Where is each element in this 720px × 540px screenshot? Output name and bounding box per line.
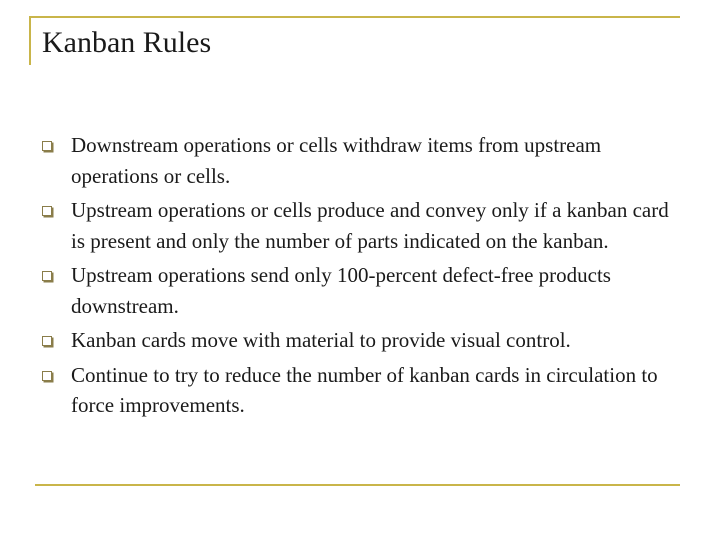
bullet-text: Kanban cards move with material to provide visual control. (71, 328, 571, 352)
list-item (42, 130, 682, 191)
square-bullet-icon (42, 336, 52, 346)
bottom-rule-line (35, 484, 680, 486)
square-bullet-icon (42, 271, 52, 281)
slide-title: Kanban Rules (42, 26, 212, 59)
square-bullet-icon (42, 206, 52, 216)
left-rule-line (29, 16, 31, 65)
bullet-text: Upstream operations send only 100-percent defect-free products downstream. (71, 263, 611, 318)
list-item (42, 195, 682, 256)
list-item (42, 260, 682, 321)
bullet-text: Upstream operations or cells produce and convey only if a kanban card is present and only the number of parts indicated on the kanban. (71, 198, 669, 253)
list-item (42, 360, 682, 421)
square-bullet-icon (42, 141, 52, 151)
bullet-text: Downstream operations or cells withdraw items from upstream operations or cells. (71, 133, 602, 188)
list-item (42, 325, 682, 356)
bullet-list (42, 130, 682, 425)
bullet-text: Continue to try to reduce the number of kanban cards in circulation to force improvements. (71, 362, 658, 417)
top-rule-line (29, 16, 680, 18)
square-bullet-icon (42, 371, 52, 381)
